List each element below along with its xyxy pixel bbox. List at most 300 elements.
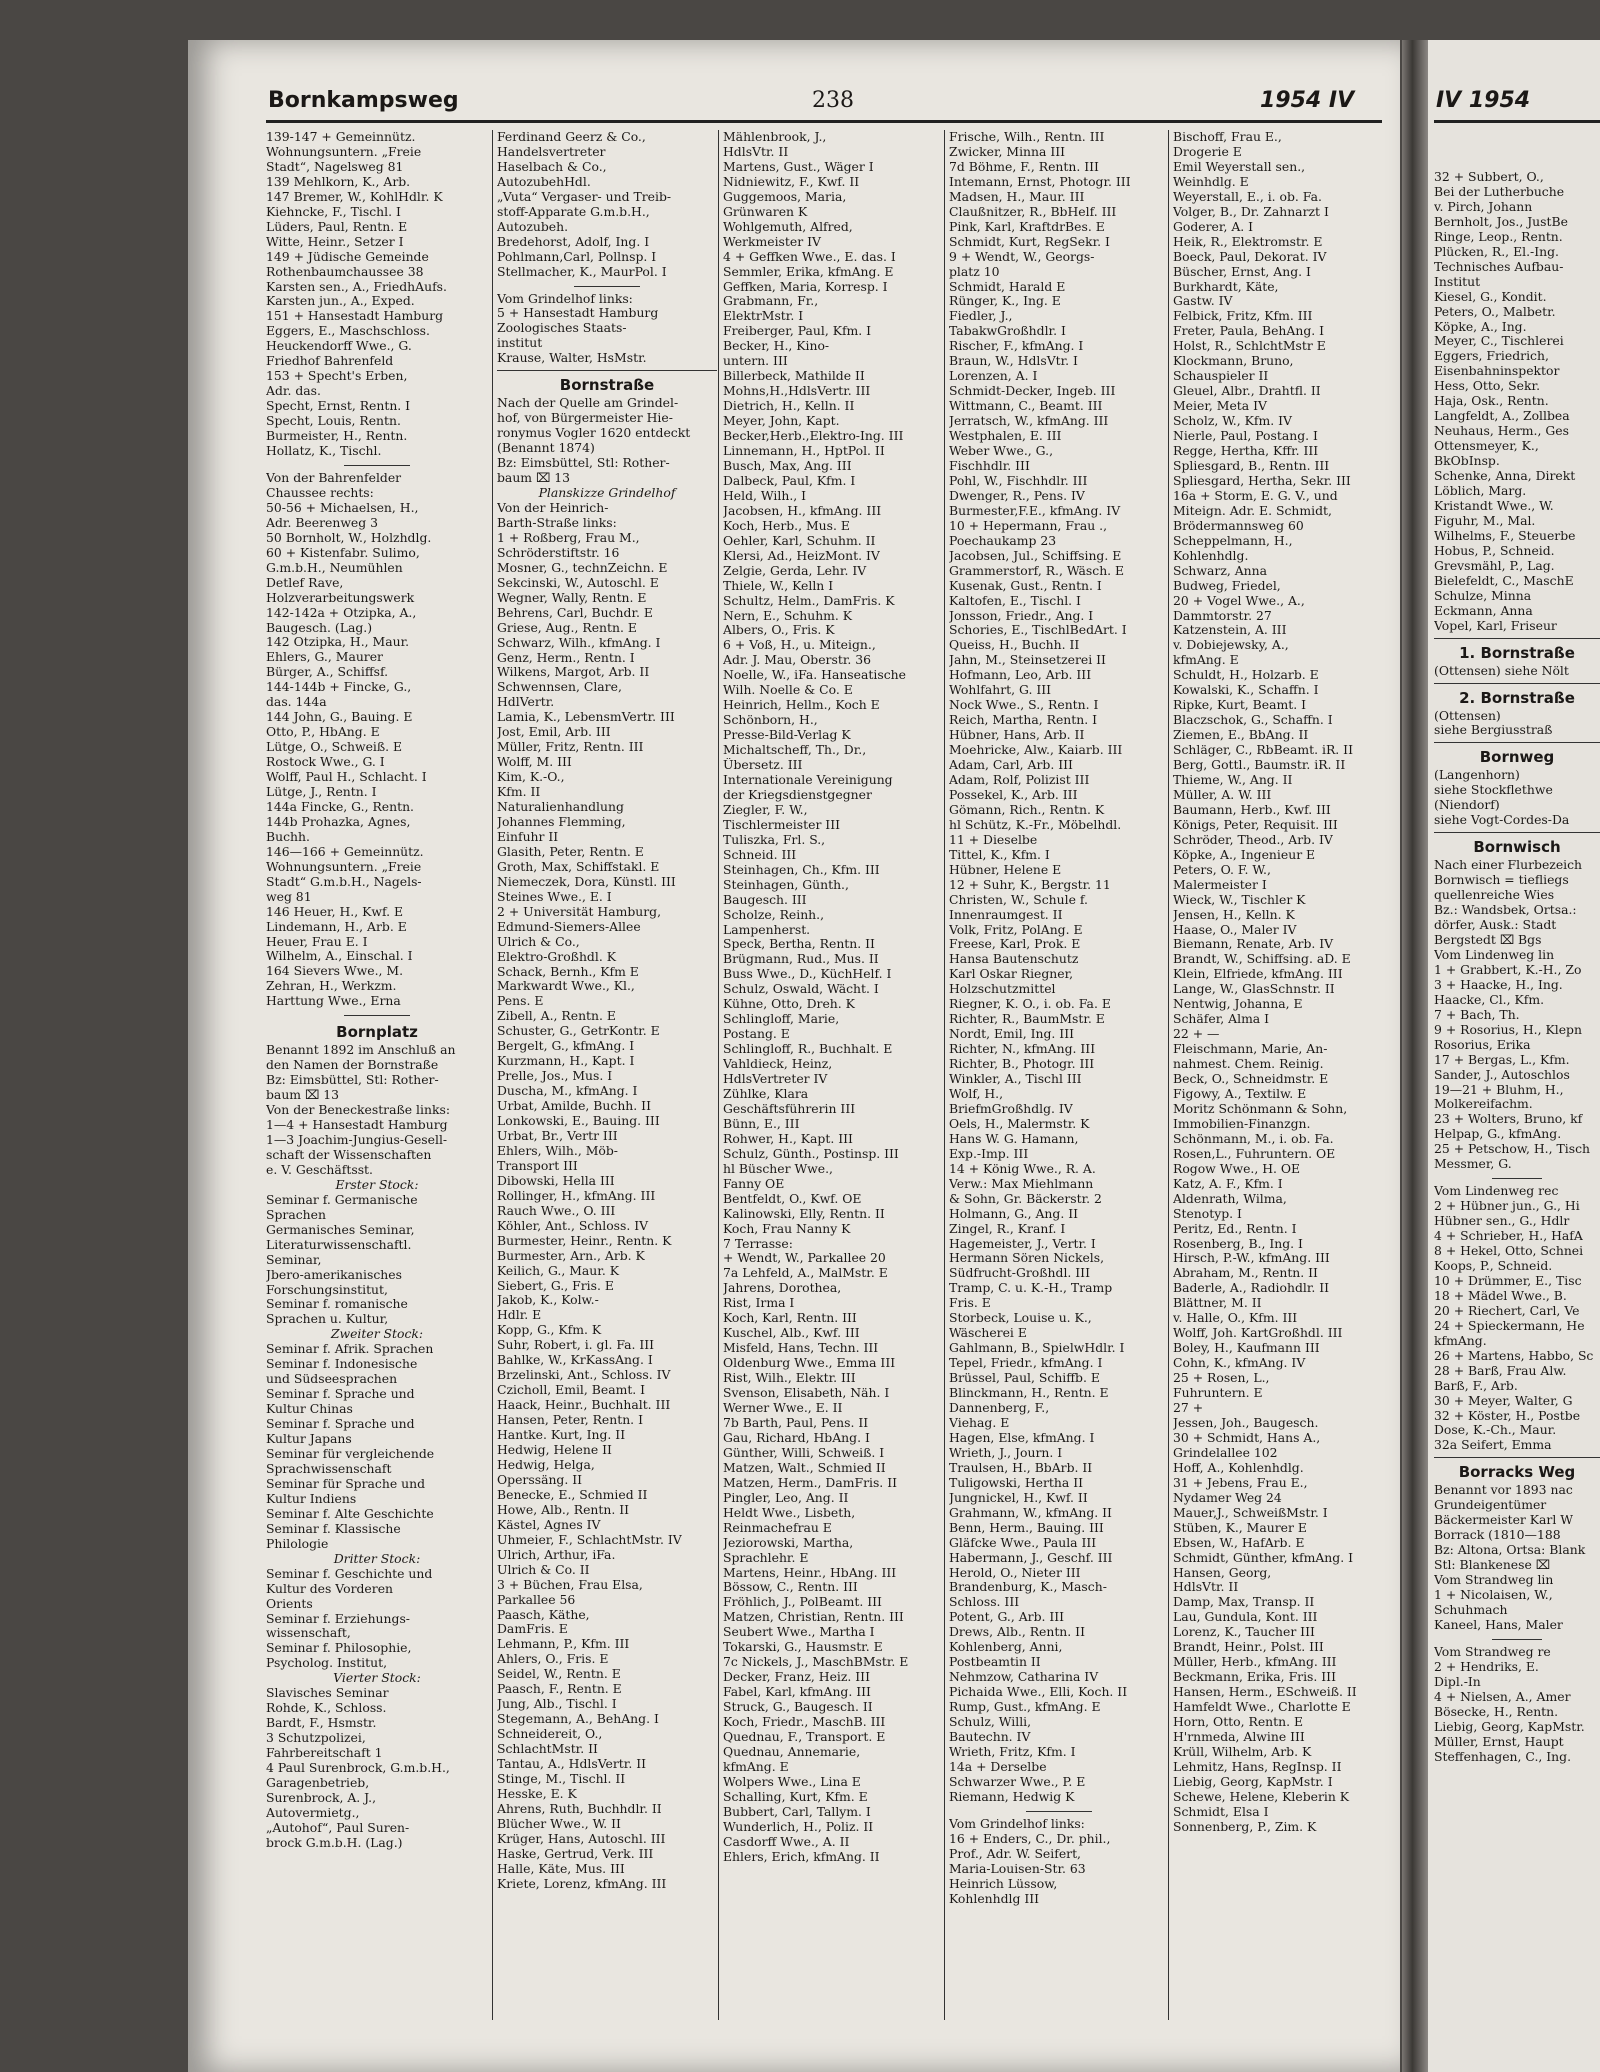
directory-entry: Müller, A. W. III — [1173, 787, 1272, 802]
directory-entry: 149 + Jüdische Gemeinde — [266, 249, 429, 264]
directory-entry: Baumann, Herb., Kwf. III — [1173, 802, 1331, 817]
directory-entry: Martens, Heinr., HbAng. III — [723, 1565, 897, 1580]
directory-entry: 4 Paul Surenbrock, G.m.b.H., — [266, 1761, 450, 1776]
directory-entry: Harttung Wwe., Erna — [266, 994, 401, 1009]
street-heading: Bornstraße — [559, 376, 655, 395]
directory-entry: Jbero-amerikanisches — [266, 1267, 402, 1282]
directory-entry: Nierle, Paul, Postang. I — [1173, 429, 1318, 444]
directory-entry: Schlingloff, Marie, — [723, 1012, 840, 1027]
directory-entry: Bössow, C., Rentn. III — [723, 1580, 858, 1595]
directory-entry: 3 + Büchen, Frau Elsa, — [497, 1577, 643, 1592]
directory-entry: Matzen, Christian, Rentn. III — [723, 1610, 904, 1625]
directory-entry: 3 + Haacke, H., Ing. — [1434, 977, 1563, 992]
directory-entry: 19—21 + Bluhm, H., — [1434, 1082, 1564, 1097]
directory-entry: Spliesgard, Hertha, Sekr. III — [1173, 473, 1351, 488]
directory-entry: Sprachlehr. E — [723, 1550, 809, 1565]
directory-entry: Holzverarbeitungswerk — [266, 590, 415, 605]
directory-entry: Wohlgemuth, Alfred, — [723, 219, 853, 234]
directory-entry: 22 + — — [1173, 1027, 1220, 1042]
directory-entry: 16 + Enders, C., Dr. phil., — [949, 1831, 1111, 1846]
directory-entry: Burkhardt, Käte, — [1173, 279, 1279, 294]
street-divider — [1434, 828, 1600, 836]
directory-entry: Groth, Max, Schiffstakl. E — [497, 859, 660, 874]
directory-entry: Hermann Sören Nickels, — [949, 1251, 1105, 1266]
directory-entry: Bischoff, Frau E., — [1173, 130, 1282, 144]
directory-entry: Stinge, M., Tischl. II — [497, 1771, 626, 1786]
directory-entry: Koch, Friedr., MaschB. III — [723, 1715, 886, 1730]
directory-entry: Keilich, G., Maur. K — [497, 1263, 619, 1278]
directory-entry: Transport III — [497, 1158, 578, 1173]
facing-page — [1428, 40, 1600, 2072]
directory-entry: Rosorius, Erika — [1434, 1037, 1531, 1052]
directory-entry: Gleuel, Albr., Drahtfl. II — [1173, 384, 1321, 399]
directory-entry: Schulz, Willi, — [949, 1715, 1032, 1730]
directory-entry: Zingel, R., Kranf. I — [949, 1221, 1066, 1236]
directory-entry: 24 + Spieckermann, He — [1434, 1318, 1585, 1333]
directory-entry: Fanny OE — [723, 1176, 785, 1191]
directory-entry: Griese, Aug., Rentn. E — [497, 620, 637, 635]
directory-entry: 30 + Meyer, Walter, G — [1434, 1393, 1573, 1408]
directory-entry: e. V. Geschäftsst. — [266, 1162, 373, 1177]
directory-entry: Koch, Herb., Mus. E — [723, 518, 850, 533]
directory-entry: Madsen, H., Maur. III — [949, 189, 1085, 204]
directory-entry: 164 Sievers Wwe., M. — [266, 964, 404, 979]
directory-entry: BriefmGroßhdlg. IV — [949, 1101, 1073, 1116]
directory-entry: Parkallee 56 — [497, 1592, 576, 1607]
directory-entry: Weinhdlg. E — [1173, 174, 1249, 189]
directory-entry: Jessen, Joh., Baugesch. — [1173, 1415, 1319, 1430]
directory-entry: Seminar für vergleichende — [266, 1447, 435, 1462]
directory-entry: Hollatz, K., Tischl. — [266, 444, 382, 459]
directory-entry: Gömann, Rich., Rentn. K — [949, 802, 1105, 817]
directory-entry: 32a Seifert, Emma — [1434, 1438, 1552, 1453]
directory-entry: Fischhdlr. III — [949, 458, 1030, 473]
directory-entry: Seminar, — [266, 1252, 322, 1267]
directory-entry: Oldenburg Wwe., Emma III — [723, 1356, 896, 1371]
directory-entry: Busch, Max, Ang. III — [723, 458, 852, 473]
directory-entry: 5 + Hansestadt Hamburg — [497, 306, 659, 321]
directory-entry: Behrens, Carl, Buchdr. E — [497, 605, 653, 620]
directory-entry: Schulz, Oswald, Wächt. I — [723, 982, 879, 997]
directory-entry: Bornwisch = tiefliegs — [1434, 873, 1569, 888]
directory-entry: Langfeldt, A., Zollbea — [1434, 409, 1570, 424]
directory-entry: Karsten sen., A., FriedhAufs. — [266, 279, 447, 294]
directory-entry: Seminar f. Afrik. Sprachen — [266, 1342, 434, 1357]
directory-entry: 7b Barth, Paul, Pens. II — [723, 1415, 869, 1430]
directory-entry: 11 + Dieselbe — [949, 832, 1038, 847]
directory-entry: Held, Wilh., I — [723, 488, 807, 503]
directory-entry: Freter, Paula, BehAng. I — [1173, 324, 1325, 339]
directory-entry: Müller, Ernst, Haupt — [1434, 1734, 1564, 1749]
directory-entry: Adam, Rolf, Polizist III — [949, 772, 1090, 787]
facing-column — [1434, 170, 1600, 2060]
directory-entry: Wolpers Wwe., Lina E — [723, 1774, 861, 1789]
directory-entry: kfmAng. — [1434, 1333, 1487, 1348]
directory-entry: Kusenak, Gust., Rentn. I — [949, 578, 1102, 593]
directory-entry: Holst, R., SchlchtMstr E — [1173, 339, 1326, 354]
directory-entry: Thiele, W., Kelln I — [723, 578, 834, 593]
directory-entry: Bielefeldt, C., MaschE — [1434, 573, 1574, 588]
directory-entry: Scholze, Reinh., — [723, 907, 825, 922]
directory-entry: ElektrMstr. I — [723, 309, 804, 324]
directory-entry: schaft der Wissenschaften — [266, 1147, 432, 1162]
directory-entry: Wäscherei E — [949, 1326, 1027, 1341]
floor-subheading: Zweiter Stock: — [330, 1327, 424, 1342]
directory-entry: Schneid. III — [723, 847, 797, 862]
directory-entry: Drogerie E — [1173, 144, 1242, 159]
directory-entry: Postbeamtin II — [949, 1655, 1041, 1670]
directory-entry: Seminar f. Klassische — [266, 1521, 401, 1536]
directory-entry: Kiehncke, F., Tischl. I — [266, 204, 401, 219]
directory-entry: Tuliszka, Frl. S., — [723, 832, 826, 847]
directory-entry: Müller, Fritz, Rentn. III — [497, 740, 644, 755]
directory-entry: Haselbach & Co., — [497, 159, 607, 174]
directory-entry: Surenbrock, A. J., — [266, 1790, 377, 1805]
directory-entry: Bardt, F., Hsmstr. — [266, 1716, 377, 1731]
directory-entry: Stellmacher, K., MaurPol. I — [497, 264, 667, 279]
directory-entry: Rosen,L., Fuhruntern. OE — [1173, 1146, 1336, 1161]
directory-entry: Kultur Indiens — [266, 1491, 357, 1506]
directory-entry: Schäfer, Alma I — [1173, 1012, 1270, 1027]
directory-entry: Fabel, Karl, kfmAng. III — [723, 1685, 871, 1700]
directory-entry: Kristandt Wwe., W. — [1434, 498, 1554, 513]
directory-entry: Heuer, Frau E. I — [266, 934, 368, 949]
directory-entry: institut — [497, 336, 543, 351]
directory-entry: Riegner, K. O., i. ob. Fa. E — [949, 997, 1111, 1012]
directory-entry: Rosenberg, B., Ing. I — [1173, 1236, 1303, 1251]
directory-entry: Köhler, Ant., Schloss. IV — [497, 1218, 649, 1233]
directory-entry: Urbat, Br., Vertr III — [497, 1129, 618, 1143]
street-heading: Bornplatz — [336, 1023, 418, 1042]
directory-entry: Schuster, G., GetrKontr. E — [497, 1024, 660, 1039]
directory-entry: Adam, Carl, Arb. III — [949, 758, 1073, 773]
directory-entry: Aldenrath, Wilma, — [1173, 1191, 1287, 1206]
directory-entry: Burmester,F.E., kfmAng. IV — [949, 503, 1121, 518]
directory-entry: Hirsch, P.-W., kfmAng. III — [1173, 1251, 1330, 1266]
directory-entry: Elektro-Großhdl. K — [497, 949, 616, 964]
directory-entry: Dalbeck, Paul, Kfm. I — [723, 473, 856, 488]
directory-entry: Oehler, Karl, Schuhm. II — [723, 533, 876, 548]
directory-entry: 60 + Kistenfabr. Sulimo, — [266, 545, 420, 560]
directory-entry: Philologie — [266, 1536, 329, 1551]
directory-entry: Krüll, Wilhelm, Arb. K — [1173, 1744, 1312, 1759]
directory-entry: Miteign. Adr. E. Schmidt, — [1173, 503, 1332, 518]
directory-entry: dörfer, Ausk.: Stadt — [1434, 918, 1557, 933]
directory-entry: Halle, Käte, Mus. III — [497, 1861, 625, 1876]
directory-entry: Rostock Wwe., G. I — [266, 755, 385, 770]
directory-entry: Grundeigentümer — [1434, 1498, 1547, 1513]
directory-entry: Kopp, G., Kfm. K — [497, 1323, 602, 1338]
directory-entry: 139-147 + Gemeinnütz. — [266, 130, 416, 144]
directory-entry: Neuhaus, Herm., Ges — [1434, 424, 1569, 439]
directory-entry: Eggers, E., Maschschloss. — [266, 324, 430, 339]
directory-entry: Detlef Rave, — [266, 575, 344, 590]
directory-entry: Südfrucht-Großhdl. III — [949, 1266, 1090, 1281]
directory-entry: Bösecke, H., Rentn. — [1434, 1704, 1559, 1719]
directory-entry: Heuckendorff Wwe., G. — [266, 339, 412, 354]
directory-entry: 32 + Subbert, O., — [1434, 170, 1544, 184]
directory-entry: Buss Wwe., D., KüchHelf. I — [723, 967, 892, 982]
directory-entry: HdlVertr. — [497, 695, 555, 710]
directory-entry: Slavisches Seminar — [266, 1686, 389, 1701]
directory-entry: Markwardt Wwe., Kl., — [497, 979, 635, 994]
directory-entry: Otto, P., HbAng. E — [266, 725, 380, 740]
directory-entry: Nordt, Emil, Ing. III — [949, 1027, 1074, 1042]
directory-entry: Kästel, Agnes IV — [497, 1517, 601, 1532]
directory-entry: Liebig, Georg, KapMstr. — [1434, 1719, 1585, 1734]
directory-entry: 31 + Jebens, Frau E., — [1173, 1475, 1308, 1490]
directory-entry: BkObInsp. — [1434, 454, 1500, 469]
directory-entry: Billerbeck, Mathilde II — [723, 369, 865, 384]
directory-entry: 25 + Petschow, H., Tisch — [1434, 1142, 1590, 1157]
directory-entry: Jacobsen, H., kfmAng. III — [723, 503, 882, 518]
directory-entry: Quednau, Annemarie, — [723, 1744, 861, 1759]
directory-entry: Brüssel, Paul, Schiffb. E — [949, 1371, 1100, 1386]
directory-entry: 25 + Rosen, L., — [1173, 1371, 1270, 1386]
directory-entry: 20 + Vogel Wwe., A., — [1173, 593, 1305, 608]
directory-entry: Ottensmeyer, K., — [1434, 439, 1539, 454]
directory-entry: Kultur Chinas — [266, 1402, 353, 1417]
directory-entry: Seminar f. Alte Geschichte — [266, 1506, 434, 1521]
directory-entry: 28 + Barß, Frau Alw. — [1434, 1363, 1567, 1378]
directory-entry: Werner Wwe., E. II — [723, 1401, 843, 1416]
directory-entry: 4 + Schrieber, H., HafA — [1434, 1229, 1583, 1244]
directory-entry: Steinhagen, Ch., Kfm. III — [723, 862, 880, 877]
directory-entry: Oels, H., Malermstr. K — [949, 1116, 1090, 1131]
directory-entry: Vom Lindenweg lin — [1434, 947, 1555, 962]
directory-entry: Storbeck, Louise u. K., — [949, 1311, 1092, 1326]
directory-entry: Wrieth, Fritz, Kfm. I — [949, 1744, 1076, 1759]
directory-entry: Pohlmann,Carl, Pollnsp. I — [497, 249, 657, 264]
directory-entry: Howe, Alb., Rentn. II — [497, 1502, 630, 1517]
directory-entry: Schlingloff, R., Buchhalt. E — [723, 1042, 893, 1057]
directory-entry: 26 + Martens, Habbo, Sc — [1434, 1348, 1594, 1363]
directory-entry: Meyer, John, Kapt. — [723, 414, 840, 429]
directory-entry: Beckmann, Erika, Fris. III — [1173, 1670, 1336, 1685]
directory-entry: Reich, Martha, Rentn. I — [949, 713, 1098, 728]
directory-entry: Mauer,J., SchweißMstr. I — [1173, 1505, 1328, 1520]
directory-entry: Handelsvertreter — [497, 144, 606, 159]
directory-entry: Autozubeh. — [497, 219, 569, 234]
directory-entry: 2 + Hendriks, E. — [1434, 1659, 1539, 1674]
directory-entry: Bz: Eimsbüttel, Stl: Rother- — [497, 456, 670, 471]
directory-entry: Messmer, G. — [1434, 1157, 1512, 1172]
directory-entry: (Benannt 1874) — [497, 441, 595, 456]
directory-entry: Adr. J. Mau, Oberstr. 36 — [723, 653, 872, 668]
directory-entry: Helpap, G., kfmAng. — [1434, 1127, 1562, 1142]
directory-entry: Baugesch. III — [723, 892, 807, 907]
directory-entry: Hamfeldt Wwe., Charlotte E — [1173, 1700, 1351, 1715]
directory-entry: Löblich, Marg. — [1434, 484, 1527, 499]
directory-entry: Bünn, E., III — [723, 1116, 800, 1131]
directory-entry: Sprachen u. Kultur, — [266, 1312, 389, 1327]
directory-entry: Richter, B., Photogr. III — [949, 1057, 1095, 1072]
directory-entry: Übersetz. III — [723, 758, 803, 773]
directory-entry: Jakob, K., Kolw.- — [497, 1293, 599, 1308]
directory-entry: 10 + Hepermann, Frau ., — [949, 518, 1108, 533]
directory-entry: Rist, Wilh., Elektr. III — [723, 1371, 856, 1386]
directory-entry: 142 Otzipka, H., Maur. — [266, 635, 410, 650]
directory-entry: 153 + Specht's Erben, — [266, 369, 408, 384]
directory-entry: der Kriegsdienstgegner — [723, 787, 872, 802]
directory-entry: Zoologisches Staats- — [497, 321, 627, 336]
directory-entry: 27 + — [1173, 1401, 1204, 1416]
directory-entry: Seminar f. romanische — [266, 1297, 408, 1312]
directory-entry: Heinrich, Hellm., Koch E — [723, 698, 880, 713]
directory-entry: Kaltofen, E., Tischl. I — [949, 593, 1081, 608]
directory-entry: 1—3 Joachim-Jungius-Gesell- — [266, 1133, 448, 1147]
column-1 — [266, 130, 488, 2020]
directory-entry: Kim, K.-O., — [497, 770, 565, 785]
directory-entry: Kowalski, K., Schaffn. I — [1173, 683, 1319, 698]
directory-entry: Ripke, Kurt, Beamt. I — [1173, 698, 1307, 713]
directory-entry: Drews, Alb., Rentn. II — [949, 1625, 1085, 1640]
directory-entry: Hagen, Else, kfmAng. I — [949, 1430, 1095, 1445]
directory-entry: Stegemann, A., BehAng. I — [497, 1712, 659, 1727]
directory-entry: 1 + Nicolaisen, W., — [1434, 1588, 1553, 1603]
directory-entry: 2 + Universität Hamburg, — [497, 904, 662, 919]
directory-entry: Claußnitzer, R., BbHelf. III — [949, 204, 1117, 219]
directory-entry: Stadt“ G.m.b.H., Nagels- — [266, 874, 422, 889]
directory-entry: Zehran, H., Werkzm. — [266, 979, 397, 994]
directory-entry: Uhmeier, F., SchlachtMstr. IV — [497, 1532, 682, 1547]
directory-entry: & Sohn, Gr. Bäckerstr. 2 — [949, 1191, 1102, 1206]
directory-entry: Lütge, O., Schweiß. E — [266, 740, 403, 755]
directory-entry: Schläger, C., RbBeamt. iR. II — [1173, 743, 1353, 758]
directory-entry: Wohnungsuntern. „Freie — [266, 144, 422, 159]
directory-entry: Czicholl, Emil, Beamt. I — [497, 1383, 646, 1398]
directory-entry: Postang. E — [723, 1027, 790, 1042]
directory-entry: Rothenbaumchaussee 38 — [266, 264, 424, 279]
directory-entry: Budweg, Friedel, — [1173, 578, 1281, 593]
directory-entry: Figowy, A., Textilw. E — [1173, 1087, 1307, 1101]
directory-entry: Bei der Lutherbuche — [1434, 184, 1565, 199]
directory-entry: Wittmann, C., Beamt. III — [949, 399, 1103, 414]
directory-entry: 14 + König Wwe., R. A. — [949, 1161, 1096, 1176]
directory-entry: Kultur Japans — [266, 1432, 352, 1447]
directory-entry: Rauch Wwe., O. III — [497, 1203, 616, 1218]
directory-entry: Peters, O., Malbetr. — [1434, 304, 1556, 319]
directory-entry: Poechaukamp 23 — [949, 533, 1057, 548]
directory-entry: Gläfcke Wwe., Paula III — [949, 1535, 1097, 1550]
facing-running-head: IV 1954 — [1436, 88, 1531, 113]
directory-entry: Wohlfahrt, G. III — [949, 683, 1052, 698]
directory-entry: Tischlermeister III — [723, 817, 840, 832]
directory-entry: Genz, Herm., Rentn. I — [497, 650, 635, 665]
street-heading: 2. Bornstraße — [1459, 688, 1575, 707]
directory-entry: Katz, A. F., Kfm. I — [1173, 1176, 1283, 1191]
directory-entry: Linnemann, H., HptPol. II — [723, 444, 885, 459]
directory-entry: Kfm. II — [497, 785, 541, 800]
directory-entry: Schwarz, Wilh., kfmAng. I — [497, 635, 661, 650]
directory-entry: Sekcinski, W., Autoschl. E — [497, 575, 659, 590]
directory-entry: Jung, Alb., Tischl. I — [497, 1697, 617, 1712]
directory-entry: Haase, O., Maler IV — [1173, 922, 1297, 937]
directory-entry: Seminar f. Sprache und — [266, 1387, 415, 1402]
directory-entry: Barß, F., Arb. — [1434, 1378, 1518, 1393]
directory-entry: Nydamer Weg 24 — [1173, 1490, 1282, 1505]
floor-subheading: Planskizze Grindelhof — [538, 486, 676, 501]
directory-entry: Felbick, Fritz, Kfm. III — [1173, 309, 1313, 324]
directory-entry: Frische, Wilh., Rentn. III — [949, 130, 1105, 144]
directory-entry: Bergstedt ⌧ Bgs — [1434, 932, 1542, 947]
directory-entry: Kurzmann, H., Kapt. I — [497, 1054, 635, 1069]
directory-entry: Guggemoos, Maria, — [723, 189, 847, 204]
directory-entry: Rump, Gust., kfmAng. E — [949, 1700, 1101, 1715]
book-spine — [1402, 40, 1428, 2072]
directory-entry: Pichaida Wwe., Elli, Koch. II — [949, 1685, 1128, 1700]
directory-entry: Kohlenberg, Anni, — [949, 1640, 1063, 1655]
directory-entry: Adr. das. — [266, 384, 321, 399]
street-heading: Bornweg — [1479, 748, 1555, 767]
directory-entry: Schwarzer Wwe., P. E — [949, 1774, 1086, 1789]
directory-entry: Wegner, Wally, Rentn. E — [497, 590, 647, 605]
directory-entry: 144-144b + Fincke, G., — [266, 680, 412, 695]
directory-entry: Svenson, Elisabeth, Näh. I — [723, 1386, 890, 1401]
directory-entry: Sander, J., Autoschlos — [1434, 1067, 1570, 1082]
directory-entry: Schmidt, Elsa I — [1173, 1804, 1269, 1819]
directory-entry: Eggers, Friedrich, — [1434, 349, 1549, 364]
directory-entry: Figuhr, M., Mal. — [1434, 513, 1536, 528]
directory-entry: Wolff, Paul H., Schlacht. I — [266, 770, 427, 785]
directory-entry: Rist, Irma I — [723, 1296, 795, 1311]
directory-entry: + Wendt, W., Parkallee 20 — [723, 1251, 886, 1266]
directory-entry: Hübner sen., G., Hdlr — [1434, 1214, 1570, 1229]
directory-entry: Vom Grindelhof links: — [497, 291, 633, 306]
directory-entry: Chaussee rechts: — [266, 485, 374, 500]
directory-entry: H'rnmeda, Alwine III — [1173, 1729, 1305, 1744]
header-rule — [266, 120, 1382, 123]
directory-entry: Maria-Louisen-Str. 63 — [949, 1861, 1086, 1876]
directory-entry: Rohde, K., Schloss. — [266, 1701, 387, 1716]
directory-entry: Friedhof Bahrenfeld — [266, 354, 394, 369]
directory-entry: Berg, Gottl., Baumstr. iR. II — [1173, 758, 1346, 773]
directory-entry: 50 Bornholt, W., Holzhdlg. — [266, 530, 432, 545]
floor-subheading: Erster Stock: — [335, 1177, 419, 1192]
directory-entry: Hobus, P., Schneid. — [1434, 543, 1555, 558]
directory-entry: G.m.b.H., Neumühlen — [266, 560, 403, 575]
directory-entry: und Südseesprachen — [266, 1372, 398, 1387]
directory-entry: Richter, R., BaumMstr. E — [949, 1012, 1105, 1027]
directory-entry: Weyerstall, E., i. ob. Fa. — [1173, 189, 1322, 204]
directory-entry: Tuligowski, Hertha II — [949, 1475, 1084, 1490]
directory-entry: Schönmann, M., i. ob. Fa. — [1173, 1131, 1334, 1146]
directory-entry: Dipl.-In — [1434, 1674, 1481, 1689]
directory-entry: Schuhmach — [1434, 1603, 1508, 1618]
directory-entry: Rünger, K., Ing. E — [949, 294, 1061, 309]
directory-entry: TabakwGroßhdlr. I — [949, 324, 1066, 339]
directory-entry: Tramp, C. u. K.-H., Tramp — [949, 1281, 1113, 1296]
directory-entry: Schulz, Günth., Postinsp. III — [723, 1146, 899, 1161]
directory-entry: Lorenz, K., Taucher III — [1173, 1625, 1315, 1640]
column-2 — [492, 130, 717, 2020]
directory-entry: Koch, Karl, Rentn. III — [723, 1311, 857, 1326]
directory-entry: Stenotyp. I — [1173, 1206, 1242, 1221]
directory-entry: Dannenberg, F., — [949, 1401, 1050, 1416]
directory-entry: Internationale Vereinigung — [723, 772, 893, 787]
directory-entry: Haacke, Cl., Kfm. — [1434, 992, 1545, 1007]
directory-entry: Schröder, Theod., Arb. IV — [1173, 832, 1333, 847]
directory-entry: Horn, Otto, Rentn. E — [1173, 1715, 1304, 1730]
directory-entry: Noelle, W., iFa. Hanseatische — [723, 668, 906, 683]
directory-entry: Molkereifachm. — [1434, 1097, 1533, 1112]
directory-entry: Benn, Herm., Bauing. III — [949, 1520, 1104, 1535]
directory-entry: Hdlr. E — [497, 1308, 542, 1323]
directory-entry: Tantau, A., HdlsVertr. II — [497, 1757, 646, 1772]
directory-entry: 7 + Bach, Th. — [1434, 1007, 1520, 1022]
directory-entry: Nach der Quelle am Grindel- — [497, 396, 679, 411]
directory-entry: Wolff, M. III — [497, 755, 572, 770]
